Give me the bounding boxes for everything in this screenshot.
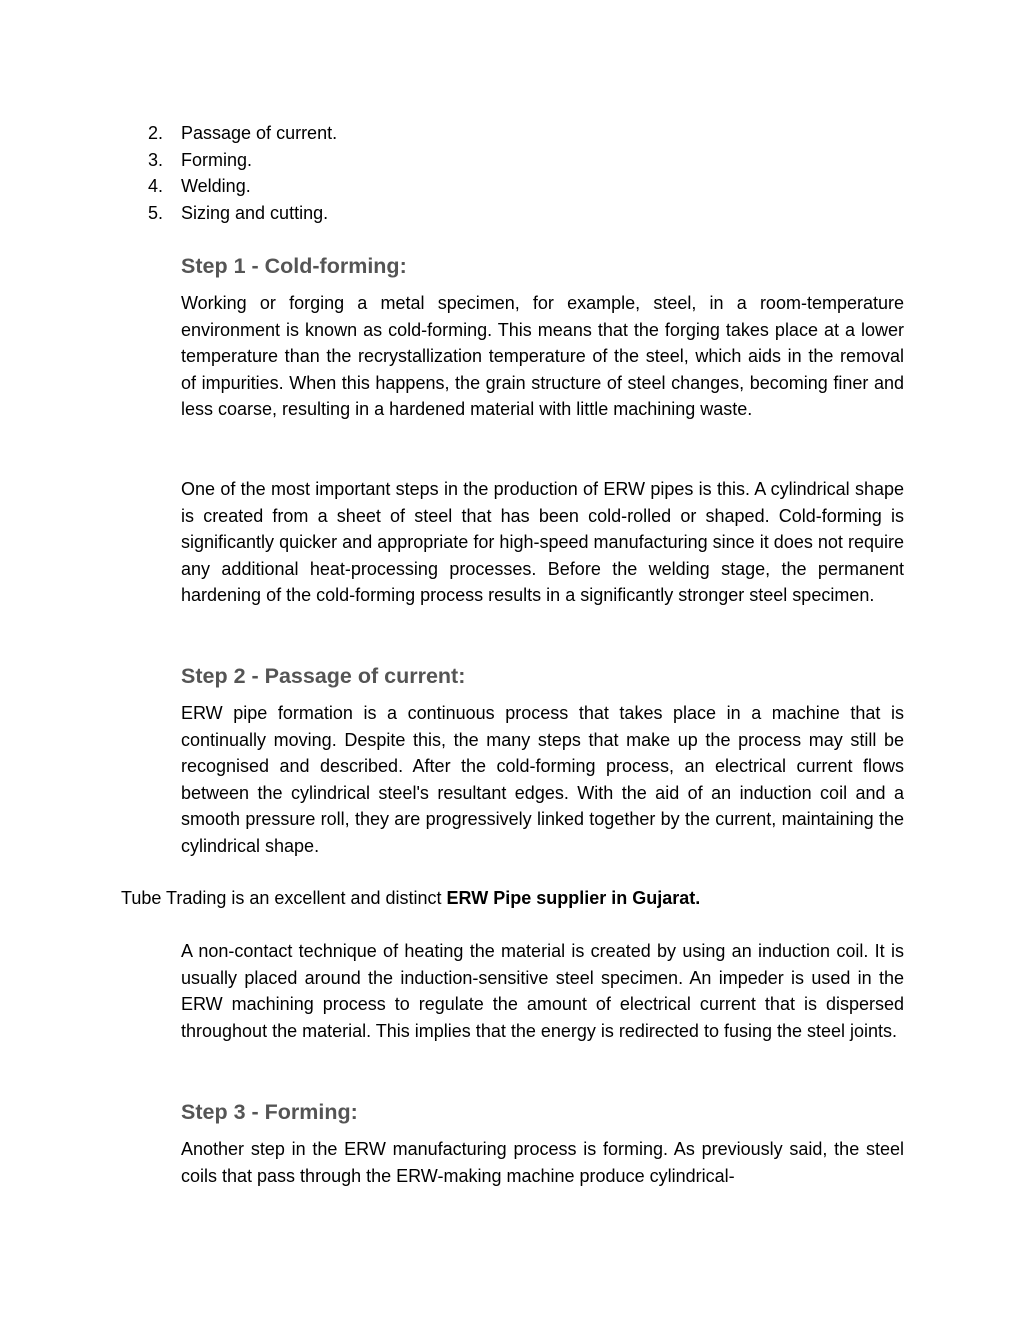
step3-paragraph-1: Another step in the ERW manufacturing process is forming. As previously said, the steel coils that pass through the ERW-making machine produce cylindrical- bbox=[181, 1139, 904, 1186]
list-number: 3. bbox=[148, 149, 164, 170]
step1-heading: Step 1 - Cold-forming: bbox=[181, 254, 407, 278]
step2-paragraph-1: ERW pipe formation is a continuous process that takes place in a machine that is continually moving. Despite this, the many steps that make up the process may still be recognised and described. After the cold-forming process, an electrical current flows between the cylindrical steel's resultant edges. With the aid of an induction coil and a smooth pressure roll, they are progressively linked together by the current, maintaining the cylindrical shape. bbox=[181, 703, 904, 856]
list-item bbox=[148, 200, 337, 227]
step2-heading: Step 2 - Passage of current: bbox=[181, 664, 466, 688]
list-number: 5. bbox=[148, 202, 164, 223]
step3-heading: Step 3 - Forming: bbox=[181, 1100, 358, 1124]
supplier-note-lead: Tube Trading is an excellent and distinct bbox=[121, 888, 447, 908]
process-steps-list bbox=[148, 120, 337, 226]
list-text: Passage of current. bbox=[181, 123, 338, 143]
list-item bbox=[148, 120, 337, 147]
step1-paragraph-2: One of the most important steps in the production of ERW pipes is this. A cylindrical shape is created from a sheet of steel that has been cold-rolled or shaped. Cold-forming is significantly quicker and appropriate for high-speed manufacturing since it does not require any additional heat-processing processes. Before the welding stage, the permanent hardening of the cold-forming process results in a significantly stronger steel specimen. bbox=[181, 479, 904, 605]
step1-paragraph-1: Working or forging a metal specimen, for example, steel, in a room-temperature environment is known as cold-forming. This means that the forging takes place at a lower temperature than the recrystallization temperature of the steel, which aids in the removal of impurities. When this happens, the grain structure of steel changes, becoming finer and less coarse, resulting in a hardened material with little machining waste. bbox=[181, 293, 904, 419]
list-item bbox=[148, 173, 337, 200]
list-text: Sizing and cutting. bbox=[181, 202, 329, 223]
list-number: 4. bbox=[148, 176, 164, 196]
list-number: 2. bbox=[148, 123, 164, 143]
supplier-note-highlight: ERW Pipe supplier in Gujarat. bbox=[446, 888, 701, 908]
list-item bbox=[148, 147, 337, 174]
list-text: Welding. bbox=[181, 176, 251, 196]
list-text: Forming. bbox=[181, 149, 253, 170]
supplier-note bbox=[121, 885, 700, 912]
induction-paragraph: A non-contact technique of heating the material is created by using an induction coil. It is usually placed around the induction-sensitive steel specimen. An impeder is used in the ERW machining process to regulate the amount of electrical current that is dispersed throughout the material. This implies that the energy is redirected to fusing the steel joints. bbox=[181, 941, 904, 1041]
